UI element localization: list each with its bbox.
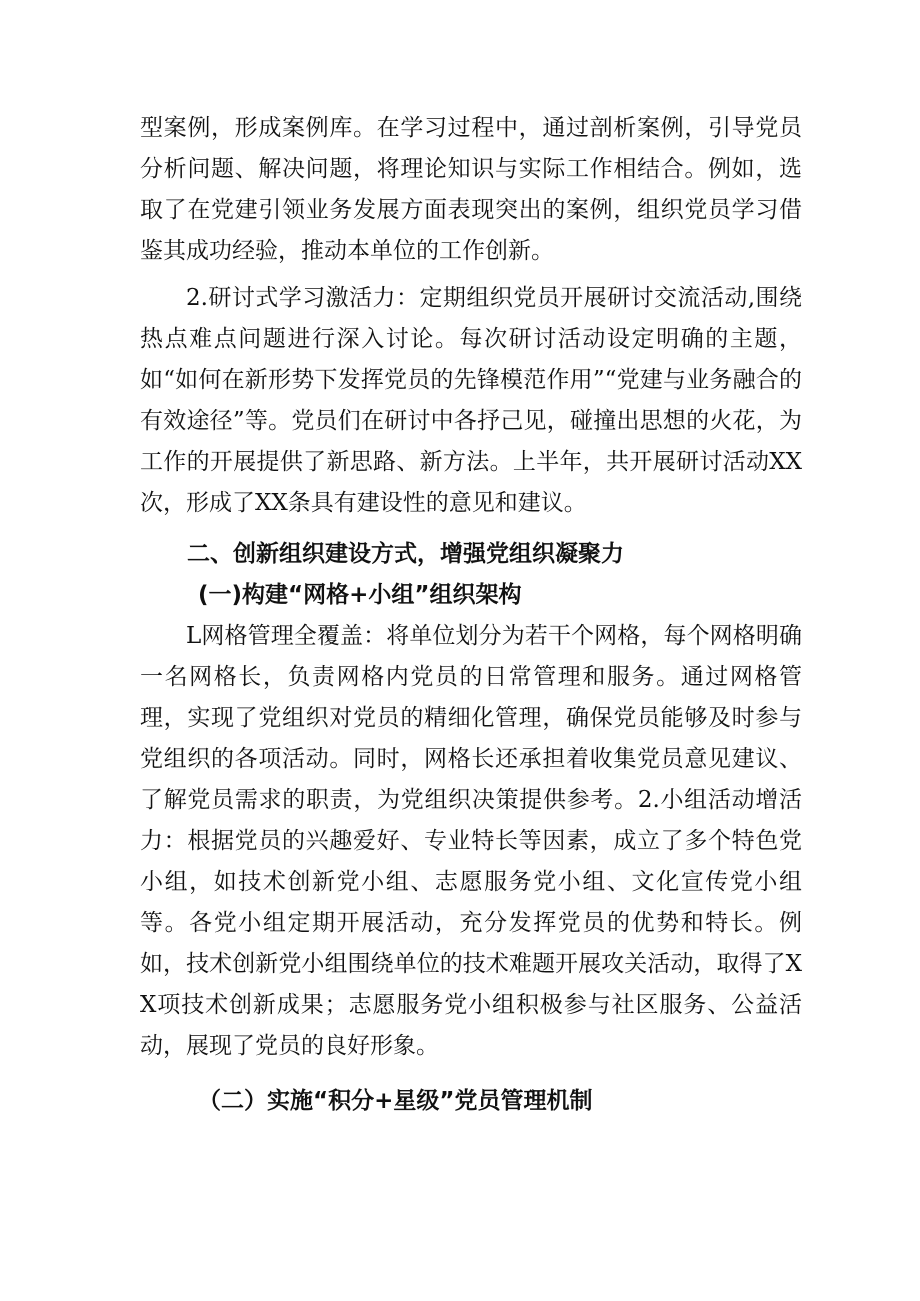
subsection-heading-grid-group: (一)构建“网格+小组”组织架构: [198, 582, 522, 608]
body-paragraph-seminar-learning: 2.研讨式学习激活力：定期组织党员开展研讨交流活动,围绕热点难点问题进行深入讨论。每次研讨活动设定明确的主题，如“如何在新形势下发挥党员的先锋模范作用”“党建与业务融合的有效途径”等。党员们在研讨中各抒己见，碰撞出思想的火花，为工作的开展提供了新思路、新方法。上半年，共开展研讨活动XX次，形成了XX条具有建设性的意见和建议。: [140, 285, 802, 516]
section-heading-2: 二、创新组织建设方式，增强党组织凝聚力: [187, 541, 624, 567]
body-paragraph-case-study: 型案例，形成案例库。在学习过程中，通过剖析案例，引导党员分析问题、解决问题，将理论知识与实际工作相结合。例如，选取了在党建引领业务发展方面表现突出的案例，组织党员学习借鉴其成功经验，推动本单位的工作创新。: [140, 115, 802, 264]
body-paragraph-grid-management: L网格管理全覆盖：将单位划分为若干个网格，每个网格明确一名网格长，负责网格内党员的日常管理和服务。通过网格管理，实现了党组织对党员的精细化管理，确保党员能够及时参与党组织的各项活动。同时，网格长还承担着收集党员意见建议、了解党员需求的职责，为党组织决策提供参考。2.小组活动增活力：根据党员的兴趣爱好、专业特长等因素，成立了多个特色党小组，如技术创新党小组、志愿服务党小组、文化宣传党小组等。各党小组定期开展活动，充分发挥党员的优势和特长。例如，技术创新党小组围绕单位的技术难题开展攻关活动，取得了XX项技术创新成果；志愿服务党小组积极参与社区服务、公益活动，展现了党员的良好形象。: [140, 623, 802, 1059]
subsection-heading-points-stars: （二）实施“积分+星级”党员管理机制: [198, 1088, 593, 1114]
